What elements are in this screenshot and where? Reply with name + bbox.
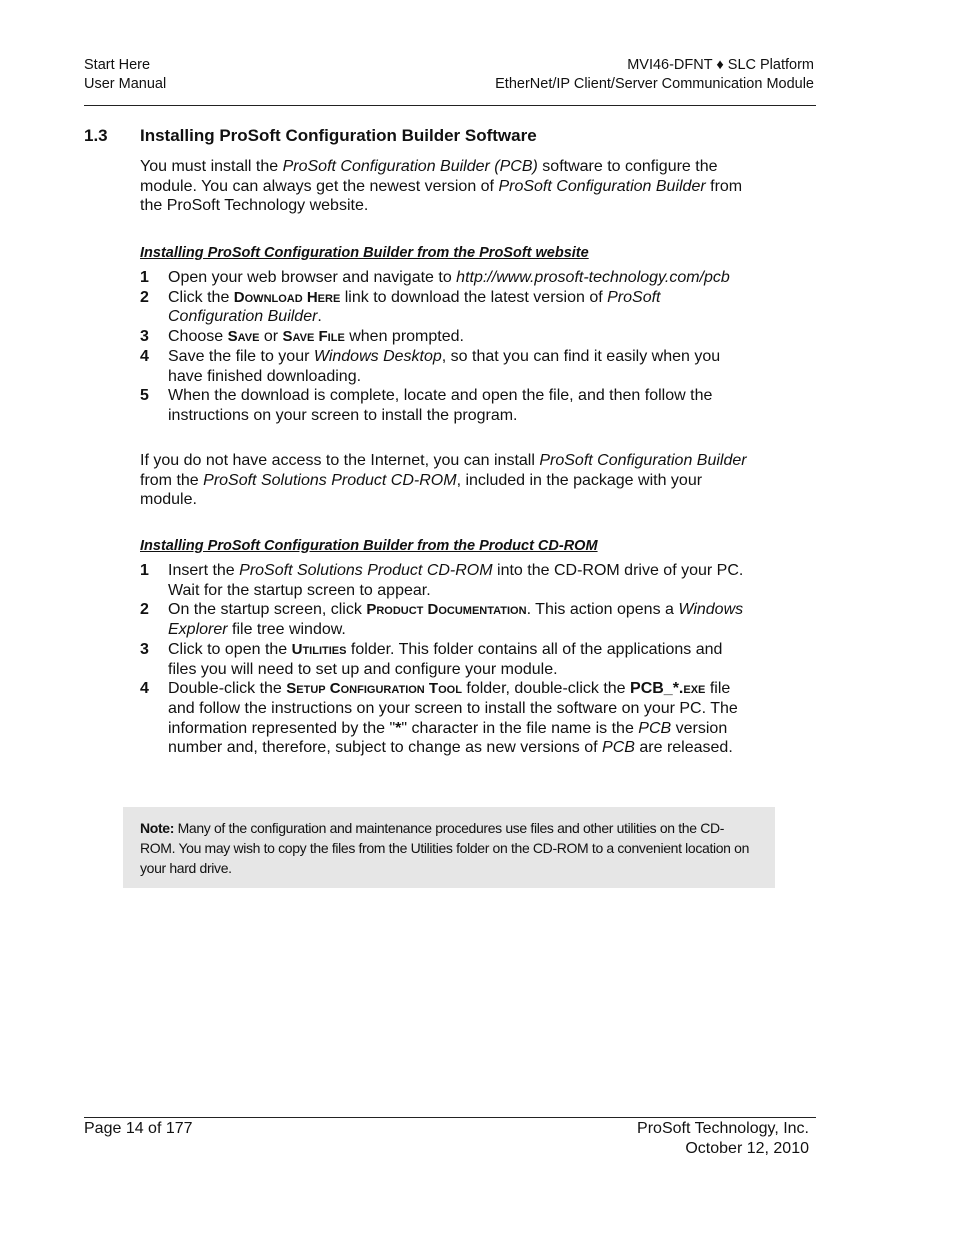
note-text: Many of the configuration and maintenance procedures use files and other utilities on the CD-ROM. You may wish to copy the files from the Utilities folder on the CD-ROM to a convenient location on your hard drive. <box>140 820 750 876</box>
pcb-download-url: http://www.prosoft-technology.com/pcb <box>456 269 730 286</box>
list-item: 3 Choose Save or Save File when prompted. <box>140 328 464 346</box>
footer-publisher <box>637 1119 809 1159</box>
list-item: 1 Insert the ProSoft Solutions Product CD-ROM into the CD-ROM drive of your PC. Wait for the startup screen to appear. <box>140 562 744 599</box>
list-item: 2 On the startup screen, click Product Documentation. This action opens a Windows Explorer file tree window. <box>140 601 744 639</box>
footer-company: ProSoft Technology, Inc. <box>637 1120 809 1137</box>
subheading-website: Installing ProSoft Configuration Builder from the ProSoft website <box>140 245 589 261</box>
page-number: Page 14 of 177 <box>84 1120 193 1137</box>
list-item: 4 Double-click the Setup Configuration Tool folder, double-click the PCB_*.exe file and follow the instructions on your screen to install the software on your PC. The information represented by the "*" character in the file name is the PCB version number and, therefore, subject to change as new versions of PCB are released. <box>140 680 738 757</box>
list-item: 3 Click to open the Utilities folder. This folder contains all of the applications and files you will need to set up and configure your module. <box>140 640 723 678</box>
header-product: MVI46-DFNT ♦ SLC Platform <box>627 57 814 73</box>
intro-paragraph: You must install the ProSoft Configuration Builder (PCB) software to configure the module. You can always get the newest version of ProSoft Configuration Builder from the ProSoft Technology website. <box>140 158 743 215</box>
header-chapter: Start Here <box>84 57 151 73</box>
list-item: 4 Save the file to your Windows Desktop, so that you can find it easily when you have finished downloading. <box>140 347 721 385</box>
offline-paragraph: If you do not have access to the Internet, you can install ProSoft Configuration Builder from the ProSoft Solutions Product CD-ROM, included in the package with your module. <box>140 452 747 509</box>
list-item: 2 Click the Download Here link to download the latest version of ProSoft Configuration Builder. <box>140 288 661 326</box>
footer-divider <box>84 1117 816 1118</box>
subheading-cdrom: Installing ProSoft Configuration Builder from the Product CD-ROM <box>140 538 598 554</box>
website-steps <box>140 268 755 426</box>
header-doc-type: User Manual <box>84 76 167 92</box>
footer-date: October 12, 2010 <box>685 1140 809 1157</box>
list-item: 1 Open your web browser and navigate to http://www.prosoft-technology.com/pcb <box>140 269 730 286</box>
note-box <box>123 807 775 888</box>
section-number: 1.3 <box>84 126 108 145</box>
header-product-desc: EtherNet/IP Client/Server Communication Module <box>495 76 814 92</box>
running-header-left <box>84 56 166 94</box>
running-header-right <box>495 56 814 94</box>
note-label: Note: <box>140 820 175 836</box>
header-divider <box>84 105 816 106</box>
section-title: Installing ProSoft Configuration Builder Software <box>140 126 537 145</box>
list-item: 5 When the download is complete, locate and open the file, and then follow the instructions on your screen to install the program. <box>140 387 713 424</box>
cdrom-steps <box>140 561 755 758</box>
